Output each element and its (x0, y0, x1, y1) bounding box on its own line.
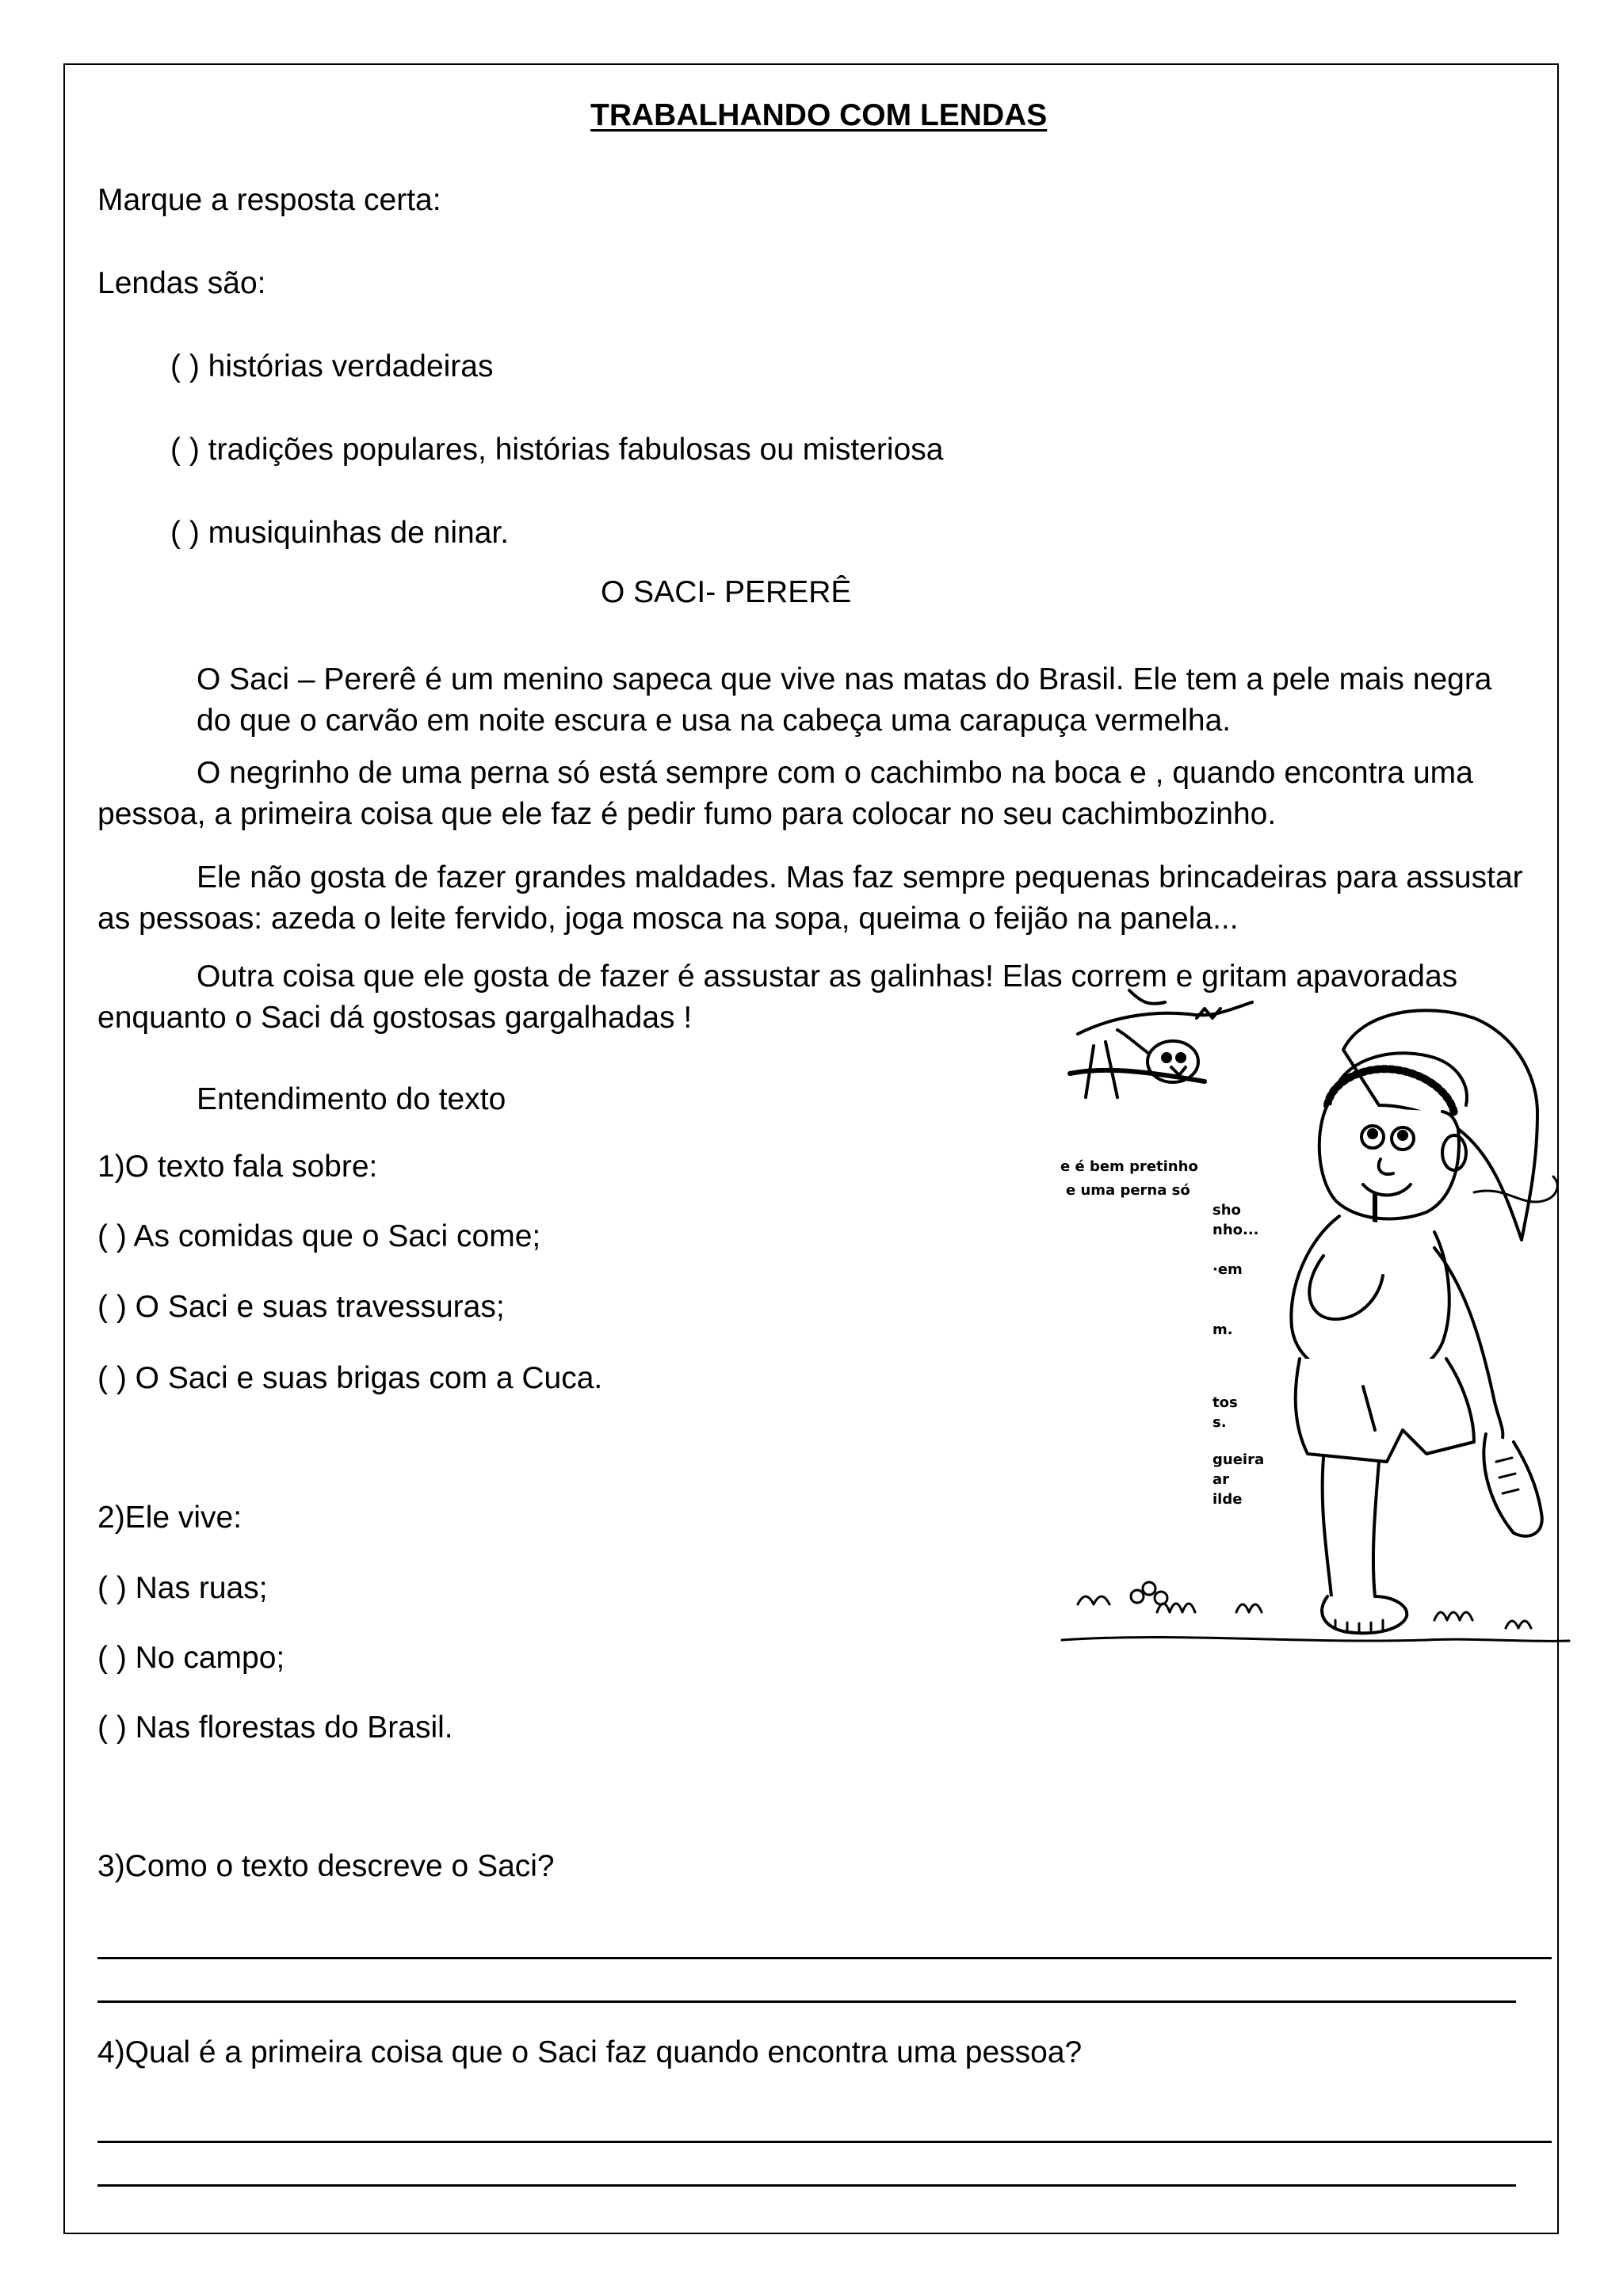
q2-option-1[interactable]: ( ) Nas ruas; (97, 1571, 268, 1605)
story-paragraph-1: O Saci – Pererê é um menino sapeca que vive nas matas do Brasil. Ele tem a pele mais negra do que o carvão em noite escura e usa na cabeça uma carapuça vermelha. (197, 662, 1492, 738)
q1-prompt: 1)O texto fala sobre: (97, 1150, 378, 1184)
q4-prompt: 4)Qual é a primeira coisa que o Saci faz quando encontra uma pessoa? (97, 2035, 1083, 2069)
saci-figure (1291, 1010, 1557, 1633)
illustration-caption-1: e é bem pretinho (1060, 1158, 1198, 1175)
illustration-caption-8: s. (1212, 1414, 1227, 1431)
lendas-option-3[interactable]: ( ) musiquinhas de ninar. (170, 516, 510, 550)
bird-on-branch (1070, 990, 1252, 1097)
instruction: Marque a resposta certa: (97, 183, 441, 217)
q4-answer-line-2[interactable] (97, 2184, 1516, 2187)
story-heading: O SACI- PERERÊ (601, 575, 852, 609)
q3-answer-line-2[interactable] (97, 2000, 1516, 2003)
illustration-caption-4: nho... (1212, 1222, 1259, 1238)
illustration-caption-6: m. (1212, 1322, 1233, 1338)
illustration-caption-3: sho (1212, 1202, 1241, 1219)
illustration-caption-7: tos (1212, 1394, 1238, 1411)
illustration-caption-5: ·em (1212, 1261, 1243, 1278)
story-paragraph-4: Outra coisa que ele gosta de fazer é assustar as galinhas! Elas correm e gritam apavoradas enquanto o Saci dá gostosas gargalhadas ! (97, 959, 1458, 1035)
story-paragraph-3: Ele não gosta de fazer grandes maldades. Mas faz sempre pequenas brincadeiras para assustar as pessoas: azeda o leite fervido, joga mosca na sopa, queima o feijão na panela... (97, 860, 1523, 936)
illustration-caption-9: gueira (1212, 1451, 1265, 1468)
q1-option-2[interactable]: ( ) O Saci e suas travessuras; (97, 1290, 505, 1324)
lendas-option-2[interactable]: ( ) tradições populares, histórias fabulosas ou misteriosa (170, 433, 944, 467)
q4-answer-line-1[interactable] (97, 2141, 1552, 2143)
q3-prompt: 3)Como o texto descreve o Saci? (97, 1849, 555, 1883)
illustration-caption-10: ar (1212, 1471, 1230, 1488)
q2-option-2[interactable]: ( ) No campo; (97, 1641, 285, 1675)
grass (1062, 1582, 1569, 1641)
comprehension-heading: Entendimento do texto (197, 1082, 506, 1116)
q3-answer-line-1[interactable] (97, 1957, 1552, 1959)
q2-option-3[interactable]: ( ) Nas florestas do Brasil. (97, 1711, 453, 1745)
saci-illustration (1062, 986, 1569, 1684)
illustration-caption-11: ilde (1212, 1491, 1243, 1508)
question-lendas-prompt: Lendas são: (97, 266, 266, 300)
q1-option-3[interactable]: ( ) O Saci e suas brigas com a Cuca. (97, 1361, 603, 1395)
worksheet-title: TRABALHANDO COM LENDAS (590, 98, 1048, 132)
q2-prompt: 2)Ele vive: (97, 1501, 242, 1535)
story-paragraph-2: O negrinho de uma perna só está sempre com o cachimbo na boca e , quando encontra uma pessoa, a primeira coisa que ele faz é pedir fumo para colocar no seu cachimbozinho. (97, 756, 1473, 831)
lendas-option-1[interactable]: ( ) histórias verdadeiras (170, 349, 494, 383)
q1-option-1[interactable]: ( ) As comidas que o Saci come; (97, 1219, 541, 1253)
illustration-caption-2: e uma perna só (1066, 1182, 1190, 1199)
